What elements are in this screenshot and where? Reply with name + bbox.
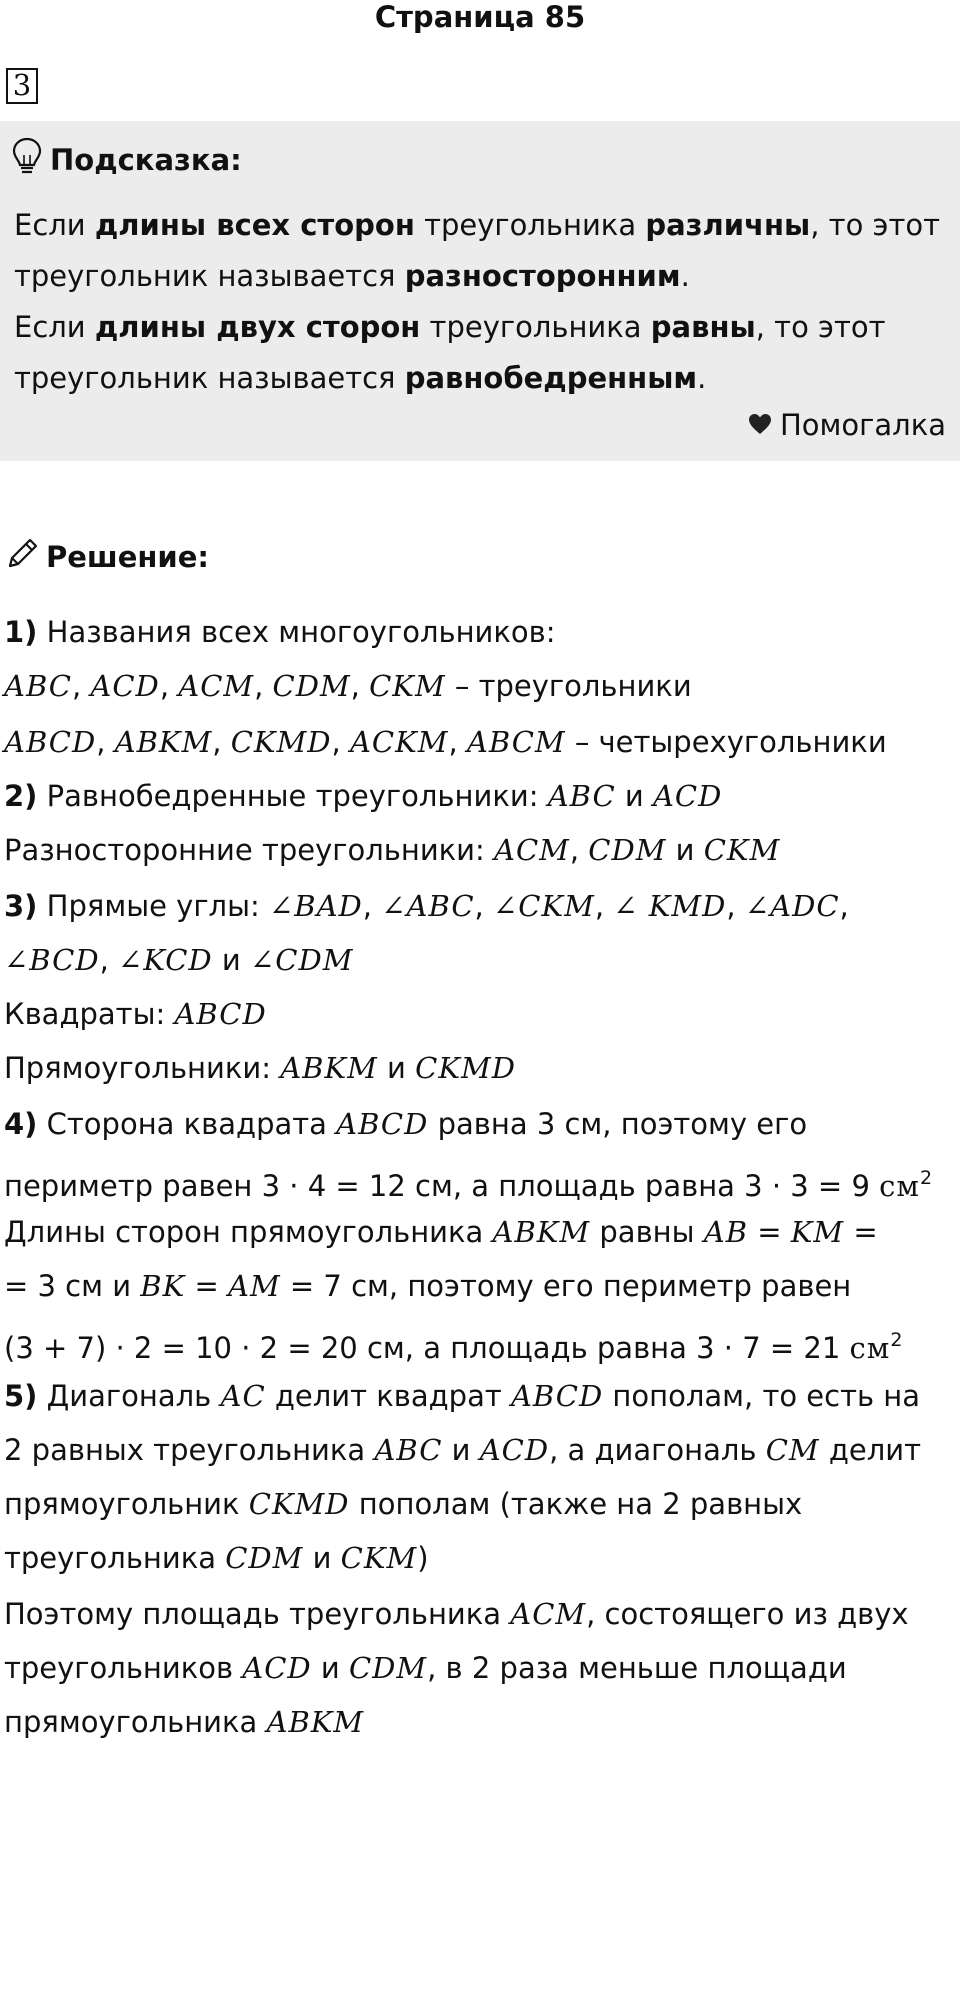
hint-box xyxy=(0,121,960,461)
math-expression: ABC xyxy=(4,669,72,703)
math-expression: ∠CDM xyxy=(249,943,354,977)
solution-line xyxy=(4,1158,932,1206)
math-expression: ACM xyxy=(494,833,570,867)
math-expression: ACD xyxy=(652,779,723,813)
text: , xyxy=(350,669,370,703)
text: треугольник называется xyxy=(14,361,405,395)
bold-text: равнобедренным xyxy=(404,361,698,395)
pencil-icon xyxy=(6,536,46,577)
text: , xyxy=(159,669,179,703)
text: делит xyxy=(819,1433,922,1467)
task-number-box: 3 xyxy=(6,68,38,104)
hint-title: Подсказка: xyxy=(50,142,242,177)
text: Разносторонние треугольники: xyxy=(4,833,495,867)
math-expression: KM xyxy=(790,1215,845,1249)
bold-text: равны xyxy=(650,310,756,344)
text: и xyxy=(615,779,653,813)
solution-line xyxy=(4,1048,516,1088)
text: , xyxy=(99,943,119,977)
math-expression: AC xyxy=(220,1379,266,1413)
solution-line xyxy=(4,1484,802,1524)
math-expression: ABKM xyxy=(114,725,213,759)
text: , xyxy=(839,889,849,923)
math-expression: ∠CKM xyxy=(492,889,595,923)
text: = 7 см, поэтому его периметр равен xyxy=(280,1269,852,1303)
text: периметр равен 3 · 4 = 12 см, а площадь равна 3 · 3 = 9 xyxy=(4,1169,880,1203)
solution-line xyxy=(4,666,692,706)
text: Названия всех многоугольников: xyxy=(37,615,556,649)
text: , то этот xyxy=(810,208,940,242)
math-expression: CDM xyxy=(272,669,351,703)
credit xyxy=(748,408,946,442)
math-expression: CDM xyxy=(225,1541,304,1575)
math-expression: ∠BCD xyxy=(4,943,100,977)
text: Если xyxy=(14,310,95,344)
math-expression: ABCD xyxy=(174,997,267,1031)
bold-text: длины всех сторон xyxy=(94,208,415,242)
text: , в 2 раза меньше площади xyxy=(427,1651,847,1685)
math-expression: ABCM xyxy=(466,725,566,759)
text: треугольника xyxy=(414,208,646,242)
math-expression: CKM xyxy=(703,833,781,867)
math-expression: ACD xyxy=(90,669,160,703)
solution-line xyxy=(4,1538,429,1578)
text: прямоугольник xyxy=(4,1487,249,1521)
text: Равнобедренные треугольники: xyxy=(37,779,548,813)
solution-line xyxy=(4,1594,909,1634)
math-expression: ACM xyxy=(178,669,255,703)
math-expression: CKMD xyxy=(248,1487,350,1521)
solution-title: Решение: xyxy=(46,539,210,574)
math-expression: ∠BAD xyxy=(268,889,363,923)
solution-line xyxy=(4,1430,921,1470)
text: Поэтому площадь треугольника xyxy=(4,1597,511,1631)
text: = xyxy=(748,1215,791,1249)
math-expression: CKMD xyxy=(230,725,332,759)
text: , xyxy=(594,889,614,923)
solution-header xyxy=(6,536,209,577)
text: , xyxy=(726,889,745,923)
text: , xyxy=(254,669,273,703)
text: = xyxy=(844,1215,878,1249)
text: , xyxy=(331,725,350,759)
text: , а диагональ xyxy=(549,1433,766,1467)
item-number: 4) xyxy=(4,1107,38,1141)
text: = xyxy=(185,1269,229,1303)
math-expression: ABCD xyxy=(510,1379,604,1413)
math-expression: ∠ABC xyxy=(381,889,475,923)
text: треугольник называется xyxy=(14,259,405,293)
text: и xyxy=(311,1651,349,1685)
text: треугольника xyxy=(420,310,651,344)
item-number: 5) xyxy=(4,1379,38,1413)
math-expression: ABC xyxy=(374,1433,443,1467)
math-expression: ABKM xyxy=(266,1705,365,1739)
text: , xyxy=(71,669,91,703)
text: и xyxy=(666,833,704,867)
text: прямоугольника xyxy=(4,1705,267,1739)
solution-line xyxy=(4,776,722,816)
item-number: 1) xyxy=(4,615,38,649)
text: пополам (также на 2 равных xyxy=(349,1487,803,1521)
superscript: 2 xyxy=(919,1167,933,1189)
solution-line xyxy=(4,1376,920,1416)
text: . xyxy=(697,361,707,395)
heart-icon xyxy=(748,408,780,442)
text: Сторона квадрата xyxy=(37,1107,337,1141)
solution-line xyxy=(4,722,887,762)
text: и xyxy=(303,1541,341,1575)
credit-label: Помогалка xyxy=(780,408,946,442)
solution-line xyxy=(4,612,556,652)
solution-line xyxy=(4,994,267,1034)
text: , xyxy=(569,833,589,867)
text: , xyxy=(212,725,231,759)
text: и xyxy=(377,1051,416,1085)
lightbulb-icon xyxy=(12,137,50,182)
solution-line xyxy=(4,1320,902,1368)
item-number: 3) xyxy=(4,889,38,923)
text: , xyxy=(474,889,493,923)
text: , то этот xyxy=(755,310,886,344)
math-expression: AB xyxy=(703,1215,749,1249)
text: делит квадрат xyxy=(265,1379,511,1413)
hint-paragraph-3 xyxy=(14,307,886,347)
solution-line xyxy=(4,1266,851,1306)
bold-text: различны xyxy=(645,208,811,242)
page-title: Страница 85 xyxy=(374,0,586,34)
text: пополам, то есть на xyxy=(603,1379,921,1413)
text: ) xyxy=(417,1541,429,1575)
text: равна 3 см, поэтому его xyxy=(428,1107,808,1141)
math-expression: ACKM xyxy=(349,725,449,759)
text: 2 равных треугольника xyxy=(4,1433,375,1467)
text: . xyxy=(680,259,690,293)
text: и xyxy=(442,1433,480,1467)
hint-paragraph-2 xyxy=(14,256,690,296)
bold-text: длины двух сторон xyxy=(94,310,421,344)
solution-line xyxy=(4,1104,807,1144)
math-expression: CKMD xyxy=(415,1051,516,1085)
math-expression: ACD xyxy=(242,1651,312,1685)
text: , xyxy=(448,725,467,759)
text: равны xyxy=(590,1215,704,1249)
text: , состоящего из двух xyxy=(586,1597,909,1631)
text: , xyxy=(362,889,382,923)
solution-line xyxy=(4,1212,878,1252)
solution-line xyxy=(4,940,353,980)
text: , xyxy=(96,725,115,759)
math-expression: ABC xyxy=(547,779,616,813)
math-expression: ACD xyxy=(479,1433,550,1467)
math-expression: AM xyxy=(228,1269,281,1303)
unit: см xyxy=(879,1169,920,1203)
text: треугольника xyxy=(4,1541,226,1575)
math-expression: ABKM xyxy=(492,1215,591,1249)
text: Длины сторон прямоугольника xyxy=(4,1215,493,1249)
solution-line xyxy=(4,1702,364,1742)
hint-header xyxy=(12,137,242,182)
hint-paragraph-1 xyxy=(14,205,940,245)
solution-line xyxy=(4,886,849,926)
text: Квадраты: xyxy=(4,997,175,1031)
math-expression: CDM xyxy=(588,833,667,867)
text: и xyxy=(212,943,250,977)
text: = 3 см и xyxy=(4,1269,141,1303)
math-expression: BK xyxy=(140,1269,186,1303)
math-expression: ABCD xyxy=(4,725,97,759)
text: треугольников xyxy=(4,1651,243,1685)
math-expression: CDM xyxy=(348,1651,428,1685)
math-expression: CKM xyxy=(369,669,446,703)
math-expression: CM xyxy=(765,1433,820,1467)
math-expression: ACM xyxy=(510,1597,587,1631)
superscript: 2 xyxy=(890,1329,903,1351)
text: – треугольники xyxy=(445,669,692,703)
hint-paragraph-4 xyxy=(14,358,706,398)
item-number: 2) xyxy=(4,779,38,813)
solution-line xyxy=(4,830,780,870)
math-expression: ∠ KMD xyxy=(613,889,727,923)
text: (3 + 7) · 2 = 10 · 2 = 20 см, а площадь равна 3 · 7 = 21 xyxy=(4,1331,850,1365)
text: Диагональ xyxy=(37,1379,221,1413)
math-expression: ABKM xyxy=(280,1051,378,1085)
text: – четырехугольники xyxy=(565,725,887,759)
math-expression: ∠ADC xyxy=(744,889,840,923)
text: Прямоугольники: xyxy=(4,1051,281,1085)
text: Прямые углы: xyxy=(37,889,269,923)
math-expression: ABCD xyxy=(336,1107,429,1141)
text: Если xyxy=(14,208,95,242)
unit: см xyxy=(849,1331,891,1365)
math-expression: CKM xyxy=(340,1541,418,1575)
solution-line xyxy=(4,1648,847,1688)
bold-text: разносторонним xyxy=(404,259,681,293)
math-expression: ∠KCD xyxy=(118,943,213,977)
